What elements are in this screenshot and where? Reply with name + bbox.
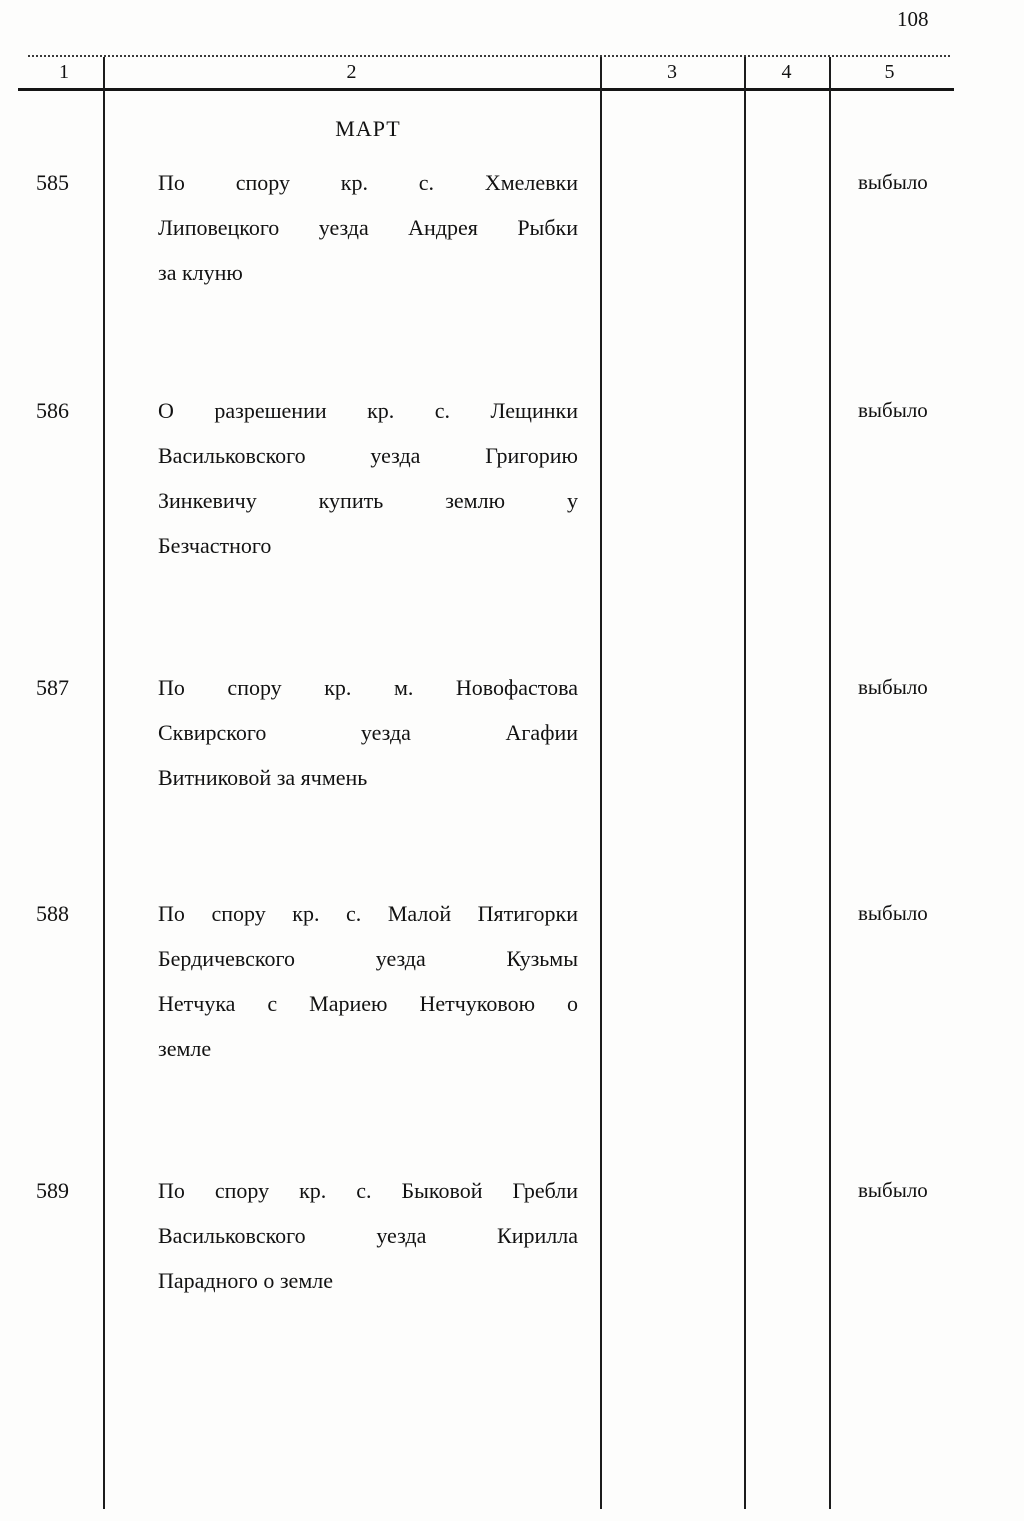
column-divider-line (600, 57, 602, 1509)
entry-description-line: По спору кр. с. Хмелевки (158, 170, 578, 195)
column-header-1: 1 (59, 61, 69, 83)
entry-number: 586 (36, 398, 69, 423)
entry-description-line: По спору кр. с. Быковой Гребли (158, 1178, 578, 1203)
header-underline (18, 88, 954, 91)
entry-description (158, 891, 578, 1071)
entry-number: 585 (36, 170, 69, 195)
entry-description (158, 665, 578, 800)
column-header-2: 2 (346, 61, 357, 83)
entry-description-line: По спору кр. с. Малой Пятигорки (158, 901, 578, 926)
column-divider-line (744, 57, 746, 1509)
entry-status: выбыло (858, 1178, 928, 1202)
entry-status: выбыло (858, 901, 928, 925)
entry-description-line: О разрешении кр. с. Лещинки (158, 398, 578, 423)
entry-description-line: Васильковского уезда Кирилла (158, 1223, 578, 1248)
entry-number: 588 (36, 901, 69, 926)
page-number: 108 (897, 7, 929, 31)
entry-description-line: Липовецкого уезда Андрея Рыбки (158, 215, 578, 240)
entry-status: выбыло (858, 675, 928, 699)
entry-description (158, 388, 578, 568)
entry-description-line: Парадного о земле (158, 1268, 333, 1293)
entry-description-line: за клуню (158, 260, 243, 285)
entry-description-line: Сквирского уезда Агафии (158, 720, 578, 745)
entry-description-line: Витниковой за ячмень (158, 765, 368, 790)
entry-description (158, 1168, 578, 1303)
table-column-headers (0, 57, 1024, 88)
entry-description-line: Бердичевского уезда Кузьмы (158, 946, 578, 971)
entry-description-line: Зинкевичу купить землю у (158, 488, 578, 513)
entry-number: 589 (36, 1178, 69, 1203)
column-header-5: 5 (884, 61, 895, 83)
entry-description-line: Васильковского уезда Григорию (158, 443, 578, 468)
month-section-header: МАРТ (335, 116, 401, 141)
entry-status: выбыло (858, 398, 928, 422)
entry-description-line: Нетчука с Мариею Нетчуковою о (158, 991, 578, 1016)
column-header-4: 4 (781, 61, 792, 83)
entry-description-line: земле (158, 1036, 212, 1061)
entry-number: 587 (36, 675, 69, 700)
entry-description-line: По спору кр. м. Новофастова (158, 675, 578, 700)
entry-status: выбыло (858, 170, 928, 194)
column-divider-line (829, 57, 831, 1509)
entry-description-line: Безчастного (158, 533, 272, 558)
column-divider-line (103, 57, 105, 1509)
entry-description (158, 160, 578, 295)
column-header-3: 3 (667, 61, 677, 83)
